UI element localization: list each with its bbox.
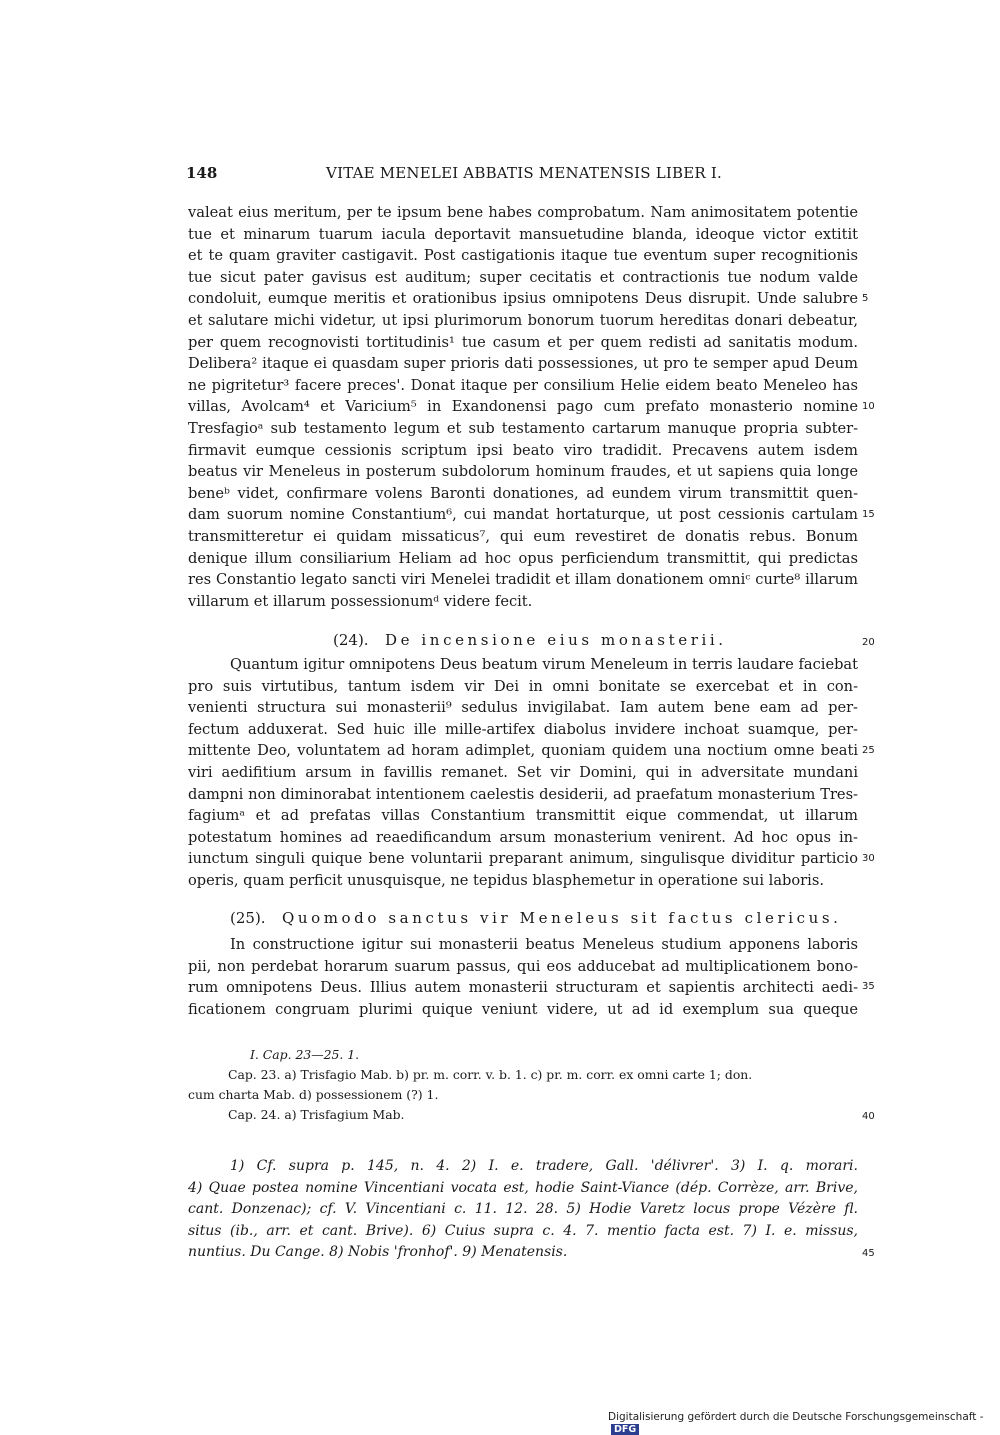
text-line: villarum et illarum possessionumᵈ videre fecit.: [188, 592, 533, 610]
text-line: pii, non perdebat horarum suarum passus, qui eos adducebat ad multiplicationem bono-: [188, 957, 858, 975]
line-number: 20: [862, 637, 875, 648]
chapter-25-heading: [230, 909, 842, 927]
text-line: et salutare michi videtur, ut ipsi plurimorum bonorum tuorum hereditas donari debeatur,: [188, 311, 858, 329]
line-number: 25: [862, 745, 875, 756]
text-line: operis, quam perficit unusquisque, ne tepidus blasphemetur in operatione sui laboris.: [188, 871, 824, 889]
text-line: tue sicut pater gavisus est auditum; super cecitatis et contractionis tue nodum valde: [188, 268, 858, 286]
text-line: ne pigritetur³ facere preces'. Donat itaque per consilium Helie eidem beato Meneleo has: [188, 376, 858, 394]
text-line: iunctum singuli quique bene voluntarii preparant animum, singulisque dividitur particio: [188, 850, 858, 868]
text-line: villas, Avolcam⁴ et Varicium⁵ in Exandonensi pago cum prefato monasterio nomine: [188, 398, 858, 416]
footnote-line: 4) Quae postea nomine Vincentiani vocata est, hodie Saint-Viance (dép. Corrèze, arr. Brive,: [188, 1179, 858, 1196]
text-line: et te quam graviter castigavit. Post castigationis itaque tue eventum super recognitionis: [188, 247, 858, 265]
text-line: potestatum homines ad reaedificandum arsum monasterium venirent. Ad hoc opus in-: [188, 828, 858, 846]
text-line: pro suis virtutibus, tantum isdem vir Dei in omni bonitate se exercebat et in con-: [188, 677, 858, 695]
line-number: 45: [862, 1248, 875, 1259]
text-line: rum omnipotens Deus. Illius autem monasterii structuram et sapientis architecti aedi-: [188, 979, 858, 997]
text-line: transmitteretur ei quidam missaticus⁷, qui eum revestiret de donatis rebus. Bonum: [188, 527, 858, 545]
footnote-line: 1) Cf. supra p. 145, n. 4. 2) I. e. tradere, Gall. 'délivrer'. 3) I. q. morari.: [230, 1158, 858, 1174]
apparatus-line: Cap. 24. a) Trisfagium Mab.: [228, 1107, 405, 1122]
chapter-title: Quomodo sanctus vir Meneleus sit factus clericus.: [281, 909, 842, 927]
text-line: viri aedifitium arsum in favillis remanet. Set vir Domini, qui in adversitate mundani: [188, 763, 858, 781]
line-number: 30: [862, 853, 875, 864]
text-line: dampni non diminorabat intentionem caelestis desiderii, ad praefatum monasterium Tres-: [188, 785, 858, 803]
text-line: dam suorum nomine Constantium⁶, cui mandat hortaturque, ut post cessionis cartulam: [188, 506, 858, 524]
text-line: tue et minarum tuarum iacula deportavit mansuetudine blanda, ideoque victor extitit: [188, 225, 858, 243]
text-line: res Constantio legato sancti viri Menelei tradidit et illam donationem omniᶜ curte⁸ illarum: [188, 571, 858, 589]
critical-apparatus: [188, 1045, 858, 1125]
text-line: valeat eius meritum, per te ipsum bene habes comprobatum. Nam animositatem potentie: [188, 204, 858, 221]
footnote-line: nuntius. Du Cange. 8) Nobis 'fronhof'. 9) Menatensis.: [188, 1244, 568, 1260]
text-line: denique illum consiliarium Heliam ad hoc opus perficiendum transmittit, qui predictas: [188, 549, 858, 567]
line-number: 35: [862, 981, 875, 992]
running-title: VITAE MENELEI ABBATIS MENATENSIS LIBER I.: [326, 164, 722, 182]
text-line: mittente Deo, voluntatem ad horam adimplet, quoniam quidem una noctium omne beati: [188, 742, 858, 760]
chapter-title: De incensione eius monasterii.: [384, 631, 727, 649]
apparatus-line: Cap. 23. a) Trisfagio Mab. b) pr. m. corr. v. b. 1. c) pr. m. corr. ex omni carte 1; don.: [228, 1067, 753, 1082]
page-header: [188, 160, 860, 186]
text-line: Tresfagioᵃ sub testamento legum et sub testamento cartarum manuque propria subter-: [188, 419, 858, 437]
text-line: fagiumᵃ et ad prefatas villas Constantium transmittit eique commendat, ut illarum: [188, 807, 858, 825]
text-line: venienti structura sui monasterii⁹ sedulus invigilabat. Iam autem bene eam ad per-: [188, 699, 858, 717]
footnote-line: situs (ib., arr. et cant. Brive). 6) Cuius supra c. 4. 7. mentio facta est. 7) I. e. missus,: [188, 1222, 858, 1239]
text-line: condoluit, eumque meritis et orationibus ipsius omnipotens Deus disrupit. Unde salubre: [188, 290, 858, 308]
line-number: 10: [862, 401, 875, 412]
text-line: beatus vir Meneleus in posterum subdolorum hominum fraudes, et ut sapiens quia longe: [188, 463, 858, 481]
text-line: firmavit eumque cessionis scriptum ipsi beato viro tradidit. Precavens autem isdem: [188, 441, 858, 459]
apparatus-line: I. Cap. 23—25. 1.: [250, 1047, 360, 1062]
line-number: 40: [862, 1111, 875, 1122]
dfg-logo: DFG: [611, 1424, 639, 1435]
text-line: beneᵇ videt, confirmare volens Baronti donationes, ad eundem virum transmittit quen-: [188, 484, 858, 502]
chapter-number: (25).: [230, 909, 266, 927]
chapter-number: (24).: [333, 631, 369, 649]
digitization-credit: [608, 1411, 1000, 1435]
text-line: ficationem congruam plurimi quique veniunt videre, ut ad id exemplum sua queque: [188, 1000, 858, 1018]
text-line: per quem recognovisti tortitudinis¹ tue casum et per quem redisti ad sanitatis modum.: [188, 333, 858, 351]
text-line: In constructione igitur sui monasterii beatus Meneleus studium apponens laboris: [230, 936, 858, 953]
paragraph-23-end: [188, 202, 858, 612]
text-line: Quantum igitur omnipotens Deus beatum virum Meneleum in terris laudare faciebat: [230, 656, 858, 673]
footnote-line: cant. Donzenac); cf. V. Vincentiani c. 11. 12. 28. 5) Hodie Varetz locus prope Vézère fl.: [188, 1201, 858, 1217]
paragraph-24: [188, 654, 858, 892]
line-number: 15: [862, 509, 875, 520]
line-number: 5: [862, 293, 869, 304]
footnotes: [188, 1156, 858, 1264]
page-number: 148: [186, 164, 218, 182]
apparatus-line: cum charta Mab. d) possessionem (?) 1.: [188, 1087, 439, 1102]
chapter-24-heading: [333, 631, 727, 649]
credit-text: Digitalisierung gefördert durch die Deutsche Forschungsgemeinschaft -: [608, 1411, 984, 1423]
text-line: Delibera² itaque ei quasdam super prioris dati possessiones, ut pro te semper apud Deum: [188, 355, 858, 373]
paragraph-25: [188, 934, 858, 1020]
text-line: fectum adduxerat. Sed huic ille mille-artifex diabolus invidere inchoat suamque, per-: [188, 720, 858, 738]
